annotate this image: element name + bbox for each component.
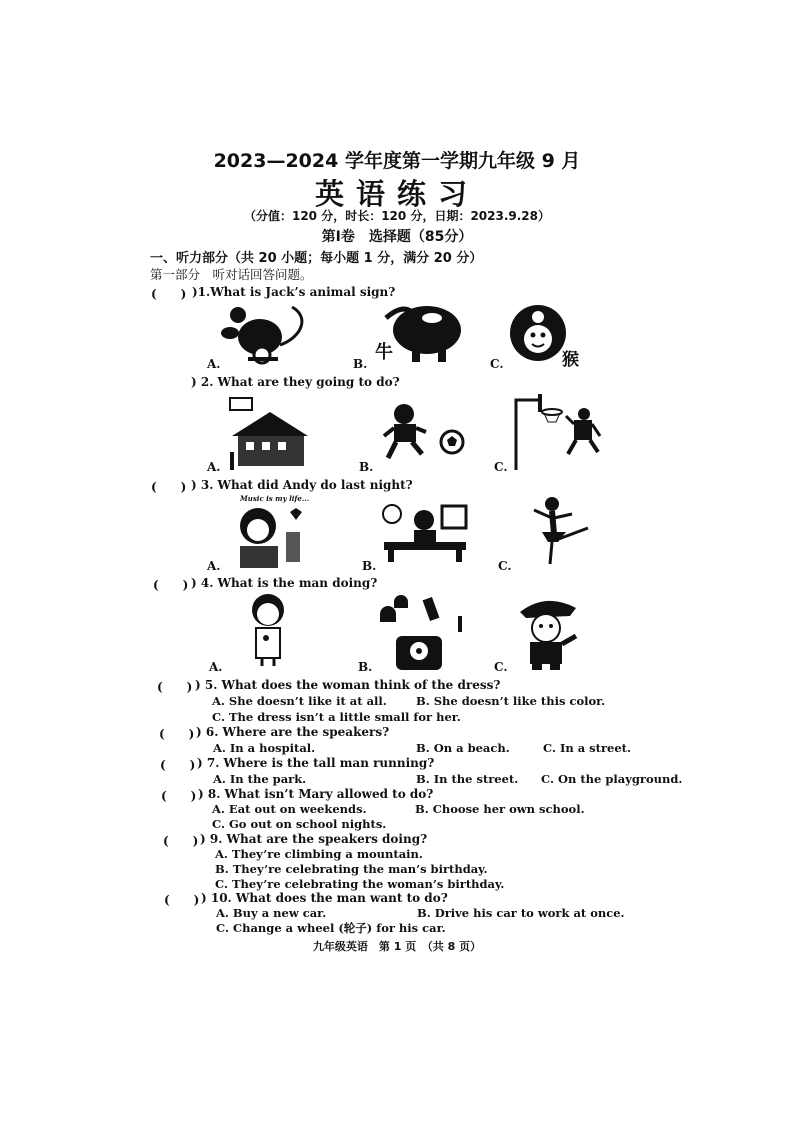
option-b[interactable]: B. Choose her own school. (415, 802, 585, 816)
volume-heading: 第Ⅰ卷 选择题（85分） (321, 229, 473, 245)
monkey-caption: 猴 (562, 350, 579, 370)
option-label: B. (362, 559, 377, 573)
option-label: A. (207, 460, 221, 474)
question-stem: ) 9. What are the speakers doing? (200, 832, 428, 846)
answer-blank[interactable]: ( ) (164, 893, 200, 907)
option-label: C. (490, 357, 504, 371)
option-b[interactable]: B. Drive his car to work at once. (417, 906, 625, 920)
option-a[interactable]: A. In a hospital. (213, 741, 316, 755)
ox-caption: 牛 (375, 342, 393, 363)
section-heading: 一、听力部分（共 20 小题；每小题 1 分，满分 20 分） (150, 251, 483, 266)
answer-blank[interactable]: ( ) (160, 758, 196, 772)
exam-title-line: 2023—2024 学年度第一学期九年级 9 月 (213, 150, 581, 172)
option-b[interactable]: B. In the street. (416, 772, 519, 786)
exam-meta: （分值：120 分，时长：120 分，日期：2023.9.28） (243, 209, 551, 223)
question-stem: ) 6. Where are the speakers? (196, 725, 390, 739)
option-c[interactable]: C. Go out on school nights. (212, 817, 387, 831)
option-c[interactable]: C. Change a wheel (轮子) for his car. (216, 921, 446, 935)
doctor-picture (246, 592, 291, 668)
option-a[interactable]: A. She doesn’t like it at all. (212, 694, 387, 708)
subject-title: 英语练习 (314, 177, 479, 211)
option-c[interactable]: C. In a street. (543, 741, 631, 755)
question-stem: ) 8. What isn’t Mary allowed to do? (198, 787, 434, 801)
soccer-picture (382, 402, 467, 462)
music-caption: Music is my life... (240, 494, 310, 503)
option-label: C. (494, 460, 508, 474)
computer-desk-picture (380, 502, 470, 564)
option-label: A. (207, 559, 221, 573)
option-label: A. (207, 357, 221, 371)
part-heading: 第一部分 听对话回答问题。 (150, 267, 313, 282)
question-stem: ) 3. What did Andy do last night? (191, 478, 413, 492)
question-stem: ) 7. Where is the tall man running? (197, 756, 435, 770)
building-picture (228, 396, 313, 472)
option-a[interactable]: A. Buy a new car. (216, 906, 327, 920)
option-c[interactable]: C. They’re celebrating the woman’s birthday. (215, 877, 505, 891)
option-a[interactable]: A. Eat out on weekends. (212, 802, 367, 816)
option-label: B. (358, 660, 373, 674)
question-stem: ) 10. What does the man want to do? (201, 891, 448, 905)
answer-blank[interactable]: ( ) (153, 578, 189, 592)
question-stem: ) 2. What are they going to do? (191, 375, 400, 389)
option-label: C. (498, 559, 512, 573)
option-c[interactable]: C. The dress isn’t a little small for her. (212, 710, 461, 724)
answer-blank[interactable]: ( ) (151, 287, 187, 301)
singer-picture (230, 502, 305, 570)
answer-blank[interactable]: ( ) (163, 834, 199, 848)
rat-picture (222, 297, 312, 367)
ballet-picture (528, 492, 600, 566)
option-c[interactable]: C. On the playground. (541, 772, 683, 786)
monkey-picture (508, 303, 568, 363)
answer-blank[interactable]: ( ) (161, 789, 197, 803)
question-stem: ) 4. What is the man doing? (191, 576, 378, 590)
page-footer: 九年级英语 第 1 页 （共 8 页） (312, 940, 482, 953)
option-b[interactable]: B. They’re celebrating the man’s birthday. (215, 862, 488, 876)
basketball-picture (512, 392, 604, 472)
option-b[interactable]: B. She doesn’t like this color. (416, 694, 606, 708)
question-stem: ) 5. What does the woman think of the dress? (195, 678, 501, 692)
option-label: C. (494, 660, 508, 674)
option-label: B. (353, 357, 368, 371)
answer-blank[interactable]: ( ) (151, 480, 187, 494)
answer-blank[interactable]: ( ) (157, 680, 193, 694)
police-officer-picture (514, 592, 584, 670)
option-label: A. (209, 660, 223, 674)
option-a[interactable]: A. In the park. (213, 772, 307, 786)
answer-blank[interactable]: ( ) (159, 727, 195, 741)
telephone-picture (376, 596, 466, 672)
option-b[interactable]: B. On a beach. (416, 741, 510, 755)
option-label: B. (359, 460, 374, 474)
option-a[interactable]: A. They’re climbing a mountain. (215, 847, 423, 861)
question-stem: )1.What is Jack’s animal sign? (192, 285, 396, 299)
